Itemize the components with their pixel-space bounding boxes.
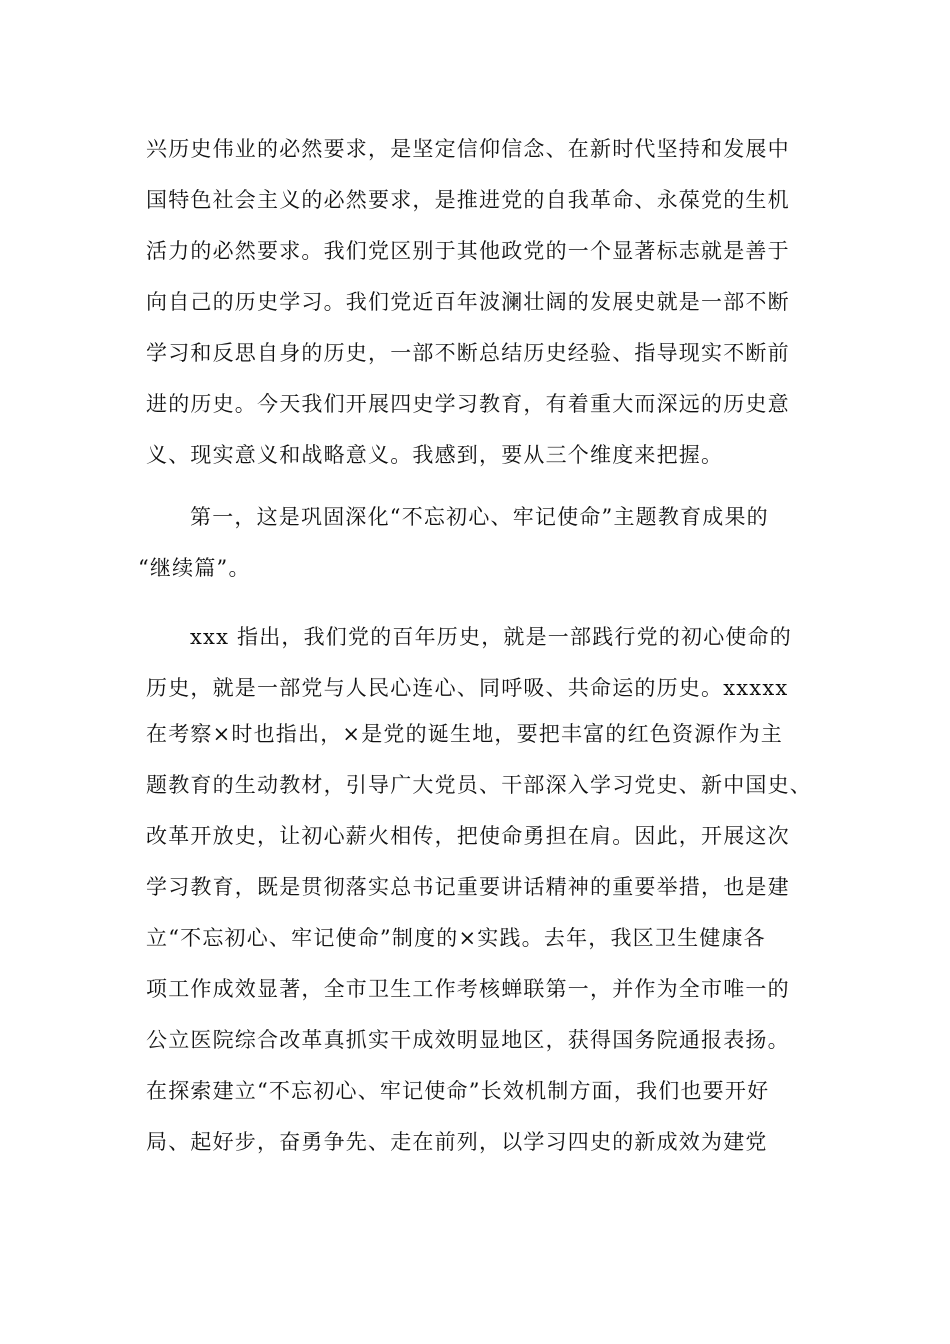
text-line: 改革开放史，让初心薪火相传，把使命勇担在肩。因此，开展这次 — [146, 824, 790, 848]
text-line: 题教育的生动教材，引导广大党员、干部深入学习党史、新中国史、 — [146, 773, 812, 797]
text-line: 向自己的历史学习。我们党近百年波澜壮阔的发展史就是一部不断 — [146, 290, 790, 314]
text-line: 公立医院综合改革真抓实干成效明显地区，获得国务院通报表扬。 — [146, 1028, 790, 1052]
text-line: 学习和反思自身的历史，一部不断总结历史经验、指导现实不断前 — [146, 341, 790, 365]
text-line: “继续篇”。 — [138, 556, 251, 580]
text-line: 活力的必然要求。我们党区别于其他政党的一个显著标志就是善于 — [146, 239, 790, 263]
text-line: 在考察×时也指出，×是党的诞生地，要把丰富的红色资源作为主 — [146, 722, 783, 746]
text-line: xxx 指出，我们党的百年历史，就是一部践行党的初心使命的 — [190, 625, 793, 649]
text-line: 项工作成效显著，全市卫生工作考核蝉联第一，并作为全市唯一的 — [146, 977, 790, 1001]
text-line: 立“不忘初心、牢记使命”制度的×实践。去年，我区卫生健康各 — [146, 926, 766, 950]
text-line: 历史，就是一部党与人民心连心、同呼吸、共命运的历史。xxxxx — [146, 676, 789, 700]
text-line: 进的历史。今天我们开展四史学习教育，有着重大而深远的历史意 — [146, 392, 790, 416]
text-line: 局、起好步，奋勇争先、走在前列，以学习四史的新成效为建党 — [146, 1130, 768, 1154]
text-line: 国特色社会主义的必然要求，是推进党的自我革命、永葆党的生机 — [146, 188, 790, 212]
text-line: 第一，这是巩固深化“不忘初心、牢记使命”主题教育成果的 — [190, 505, 769, 529]
text-line: 在探索建立“不忘初心、牢记使命”长效机制方面，我们也要开好 — [146, 1079, 770, 1103]
text-line: 兴历史伟业的必然要求，是坚定信仰信念、在新时代坚持和发展中 — [146, 137, 790, 161]
text-line: 学习教育，既是贯彻落实总书记重要讲话精神的重要举措，也是建 — [146, 875, 790, 899]
text-line: 义、现实意义和战略意义。我感到，要从三个维度来把握。 — [146, 443, 724, 467]
